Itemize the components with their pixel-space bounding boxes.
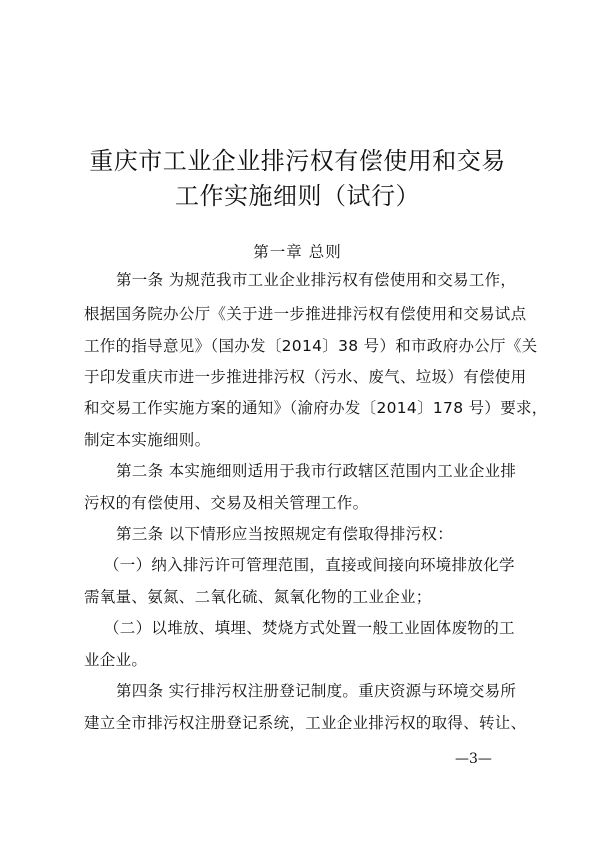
article-1-line-1: 第一条 为规范我市工业企业排污权有偿使用和交易工作， — [116, 271, 517, 289]
article-3-item-2-line-2: 业企业。 — [84, 651, 148, 669]
article-4-line-1: 第四条 实行排污权注册登记制度。重庆资源与环境交易所 — [116, 682, 517, 700]
document-title-line-1: 重庆市工业企业排污权有偿使用和交易 — [89, 147, 506, 175]
article-1-line-6: 制定本实施细则。 — [84, 431, 211, 449]
article-2-line-1: 第二条 本实施细则适用于我市行政辖区范围内工业企业排 — [116, 462, 517, 480]
article-2-line-2: 污权的有偿使用、交易及相关管理工作。 — [84, 494, 369, 512]
page-number: —3— — [455, 751, 492, 767]
article-4-line-2: 建立全市排污权注册登记系统，工业企业排污权的取得、转让、 — [84, 714, 527, 732]
article-1-line-2: 根据国务院办公厅《关于进一步推进排污权有偿使用和交易试点 — [84, 305, 527, 323]
article-3-item-1-line-2: 需氧量、氨氮、二氧化硫、氮氧化物的工业企业； — [84, 588, 432, 606]
article-3-item-2-line-1: （二）以堆放、填埋、焚烧方式处置一般工业固体废物的工 — [104, 619, 515, 637]
article-1-line-4: 于印发重庆市进一步推进排污权（污水、废气、垃圾）有偿使用 — [84, 368, 527, 386]
article-3-item-1-line-1: （一）纳入排污许可管理范围，直接或间接向环境排放化学 — [104, 556, 515, 574]
chapter-heading: 第一章 总则 — [253, 243, 342, 261]
article-1-line-3: 工作的指导意见》（国办发〔2014〕38 号）和市政府办公厅《关 — [84, 337, 538, 355]
article-3-line-1: 第三条 以下情形应当按照规定有偿取得排污权： — [116, 525, 454, 543]
document-title-line-2: 工作实施细则（试行） — [175, 182, 420, 210]
article-1-line-5: 和交易工作实施方案的通知》（渝府办发〔2014〕178 号）要求， — [84, 399, 548, 417]
